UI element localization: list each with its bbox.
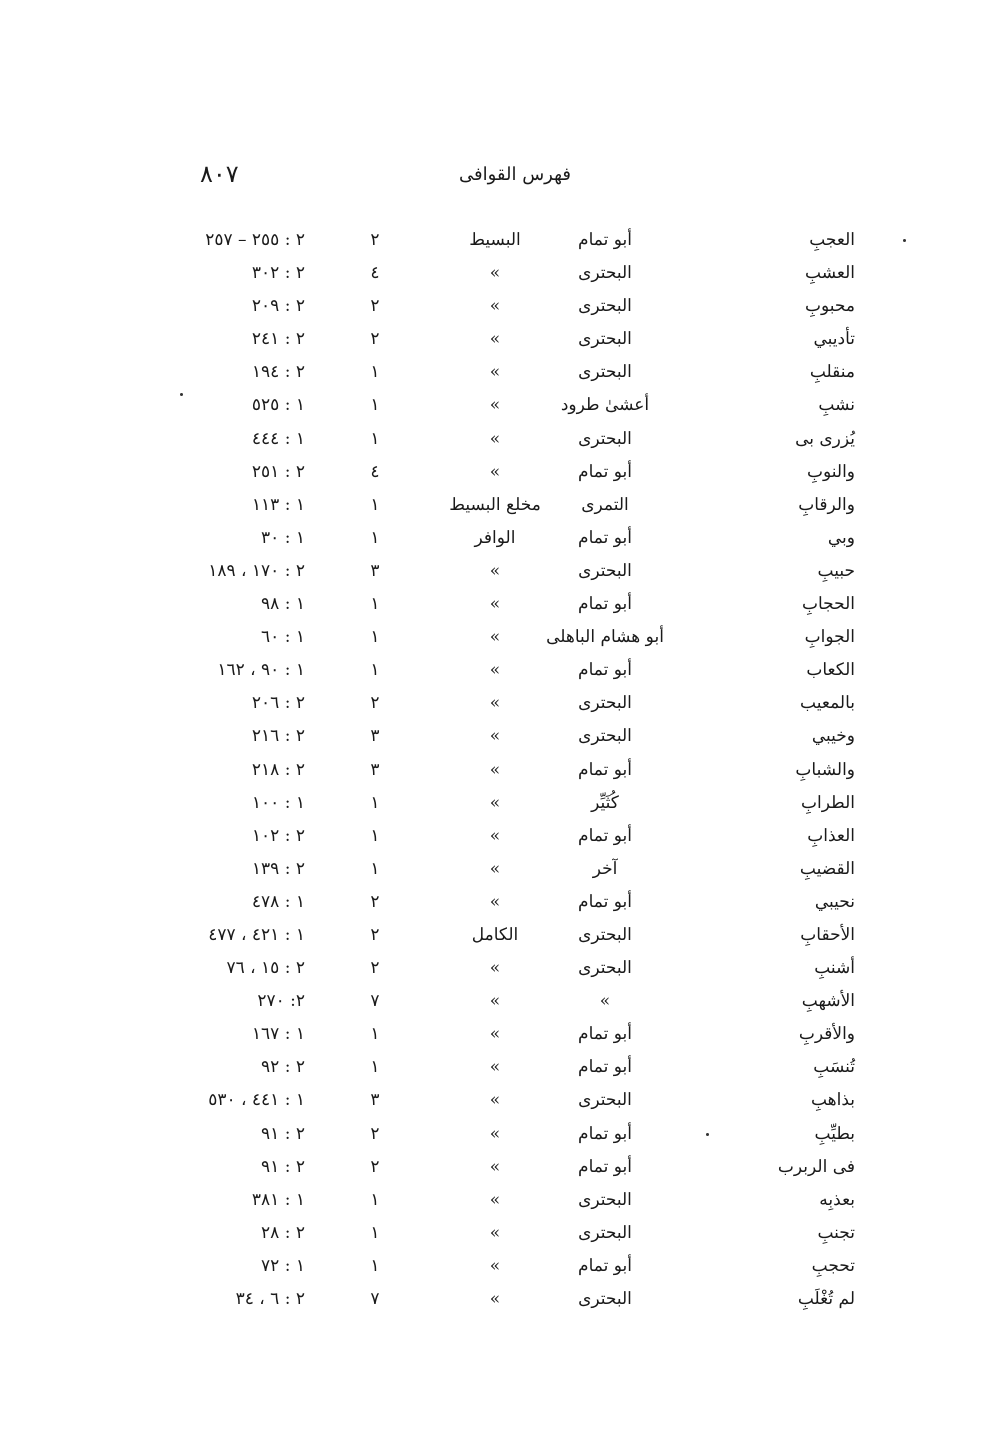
verse-count: ٢ [370,296,380,317]
meter-name: » [489,594,501,615]
rhyme-word: تأديبي [813,329,855,350]
rhyme-word: بطيِّبِ [814,1123,855,1144]
rhyme-word: العجبِ [809,230,855,250]
meter-name: » [489,1289,501,1309]
page-reference: ٢ : ٢٥٥ – ٢٥٧ [205,230,305,250]
page-reference: ١ : ٣٠ [261,527,305,548]
page-reference: ٢ : ٢٠٦ [251,693,305,714]
rhyme-word: بعذبِه [819,1189,855,1210]
page-reference: ١ : ٤٧٨ [251,891,305,912]
verse-count: ٢ [370,924,380,945]
poet-name: البحترى [578,1222,632,1243]
rhyme-word: فى الربرب [777,1156,855,1177]
verse-count: ٢ [370,958,380,979]
verse-count: ٢ [370,329,380,350]
verse-count: ١ [370,1024,380,1045]
meter-name: الوافر [474,527,516,548]
page-reference: ١ : ٤٢١ ، ٤٧٧ [208,924,305,945]
verse-count: ٧ [370,1289,380,1309]
table-row [0,623,1005,656]
verse-count: ١ [370,494,380,515]
table-row [0,259,1005,292]
poet-name: البحترى [578,1289,632,1309]
page-reference: ١ : ٥٢٥ [251,395,305,416]
table-row [0,557,1005,590]
table-row [0,888,1005,921]
page-reference: ١ : ٩٨ [261,594,305,615]
table-row [0,1053,1005,1086]
table-row [0,1186,1005,1219]
poet-name: » [599,991,611,1012]
rhyme-word: العشبِ [805,263,855,284]
table-row [0,325,1005,358]
page-reference: ٢ : ٢١٦ [251,726,305,747]
margin-dot [903,239,906,242]
page-number: ٨٠٧ [200,160,239,188]
rhyme-word: الكعاب [806,660,855,681]
poet-name: أبو تمام [578,594,632,615]
meter-name: الكامل [471,924,519,945]
table-row [0,954,1005,987]
poet-name: أبو تمام [578,1156,632,1177]
meter-name: » [489,759,501,780]
meter-name: » [489,560,501,581]
meter-name: » [489,891,501,912]
rhyme-word: العذابِ [807,825,855,846]
table-row [0,987,1005,1020]
meter-name: » [489,362,501,383]
meter-name: » [489,991,501,1012]
meter-name: » [489,792,501,813]
rhyme-word: الأشهبِ [801,991,855,1012]
table-row [0,425,1005,458]
meter-name: مخلع البسيط [449,494,541,515]
poet-name: البحترى [578,726,632,747]
meter-name: » [489,1123,501,1144]
poet-name: أبو تمام [578,230,632,250]
table-row [0,756,1005,789]
meter-name: » [489,395,501,416]
running-title: فهرس القوافى [458,164,572,185]
poet-name: أعشىٰ طرود [560,395,650,416]
poet-name: البحترى [578,924,632,945]
page-reference: ٢ : ١٣٩ [251,858,305,879]
table-row [0,358,1005,391]
meter-name: » [489,627,501,648]
page-reference: ٢ : ١٩٤ [251,362,305,383]
rhyme-index-table [0,226,1005,1318]
rhyme-word: وبي [827,527,855,548]
page-reference: ٢ : ٢١٨ [251,759,305,780]
rhyme-word: والشبابِ [795,759,855,780]
meter-name: » [489,693,501,714]
page-reference: ١ : ٤٤١ ، ٥٣٠ [208,1090,305,1111]
poet-name: أبو تمام [578,660,632,681]
rhyme-word: لم تُغْلَبِ [797,1289,855,1309]
table-row [0,1285,1005,1318]
poet-name: أبو تمام [578,759,632,780]
poet-name: كُثَيِّر [591,792,619,813]
rhyme-word: محبوبِ [805,296,855,317]
table-row [0,789,1005,822]
rhyme-word: بذاهبِ [810,1090,855,1111]
verse-count: ٣ [370,1090,380,1111]
poet-name: البحترى [578,296,632,317]
rhyme-word: الجوابِ [804,627,855,648]
poet-name: التمرى [581,494,629,515]
verse-count: ٧ [370,991,380,1012]
rhyme-word: وخيبي [811,726,855,747]
table-row [0,822,1005,855]
table-row [0,226,1005,259]
rhyme-word: تُنسَبِ [813,1057,855,1078]
meter-name: » [489,858,501,879]
verse-count: ١ [370,1057,380,1078]
page-reference: ٢ : ٦ ، ٣٤ [235,1289,305,1309]
page-reference: ١ : ٣٨١ [251,1189,305,1210]
poet-name: البحترى [578,1090,632,1111]
page-reference: ١ : ١٠٠ [251,792,305,813]
rhyme-word: أشنبِ [814,958,855,979]
page-reference: ٢: ٢٧٠ [257,991,305,1012]
rhyme-word: يُزرى بى [795,428,855,449]
meter-name: البسيط [469,230,521,250]
table-row [0,458,1005,491]
rhyme-word: القضيبِ [799,858,855,879]
verse-count: ١ [370,428,380,449]
rhyme-word: والأقربِ [798,1024,855,1045]
table-row [0,1153,1005,1186]
poet-name: آخر [592,858,618,879]
verse-count: ١ [370,1222,380,1243]
poet-name: البحترى [578,428,632,449]
meter-name: » [489,1057,501,1078]
verse-count: ١ [370,825,380,846]
table-row [0,391,1005,424]
page-reference: ١ : ١٦٧ [251,1024,305,1045]
verse-count: ١ [370,1189,380,1210]
page-reference: ٢ : ٩١ [261,1156,305,1177]
page-reference: ٢ : ١٥ ، ٧٦ [226,958,305,979]
poet-name: أبو تمام [578,1255,632,1276]
rhyme-word: والنوبِ [806,461,855,482]
verse-count: ٢ [370,1156,380,1177]
meter-name: » [489,296,501,317]
rhyme-word: نحيبي [814,891,855,912]
page-reference: ٢ : ٢٥١ [251,461,305,482]
poet-name: البحترى [578,1189,632,1210]
table-row [0,921,1005,954]
verse-count: ١ [370,1255,380,1276]
poet-name: أبو تمام [578,461,632,482]
page-header [0,160,1005,200]
meter-name: » [489,825,501,846]
rhyme-word: منقلبِ [809,362,855,383]
table-row [0,1252,1005,1285]
poet-name: البحترى [578,263,632,284]
verse-count: ١ [370,792,380,813]
poet-name: أبو تمام [578,825,632,846]
meter-name: » [489,726,501,747]
rhyme-word: بالمعيب [800,693,855,714]
table-row [0,1120,1005,1153]
verse-count: ١ [370,527,380,548]
poet-name: أبو تمام [578,891,632,912]
table-row [0,689,1005,722]
table-row [0,292,1005,325]
margin-dot [706,1133,709,1136]
poet-name: البحترى [578,560,632,581]
meter-name: » [489,1156,501,1177]
page-reference: ٢ : ١٠٢ [251,825,305,846]
meter-name: » [489,958,501,979]
meter-name: » [489,263,501,284]
table-row [0,491,1005,524]
verse-count: ١ [370,858,380,879]
rhyme-word: الطرابِ [801,792,855,813]
rhyme-word: والرقابِ [798,494,855,515]
verse-count: ٤ [370,461,380,482]
table-row [0,1219,1005,1252]
rhyme-word: تجنبِ [817,1222,855,1243]
meter-name: » [489,1222,501,1243]
page-reference: ١ : ٤٤٤ [251,428,305,449]
table-row [0,656,1005,689]
meter-name: » [489,1189,501,1210]
poet-name: البحترى [578,693,632,714]
meter-name: » [489,428,501,449]
page-reference: ١ : ٩٠ ، ١٦٢ [217,660,305,681]
rhyme-word: الحجابِ [801,594,855,615]
poet-name: أبو تمام [578,1024,632,1045]
page-reference: ١ : ٦٠ [261,627,305,648]
verse-count: ٢ [370,891,380,912]
table-row [0,722,1005,755]
verse-count: ١ [370,660,380,681]
meter-name: » [489,1024,501,1045]
poet-name: البحترى [578,329,632,350]
verse-count: ١ [370,395,380,416]
page-reference: ٢ : ٩٢ [261,1057,305,1078]
verse-count: ٢ [370,693,380,714]
table-row [0,1086,1005,1119]
poet-name: أبو تمام [578,1057,632,1078]
verse-count: ١ [370,362,380,383]
margin-dot [180,393,183,396]
verse-count: ٢ [370,230,380,250]
page-reference: ٢ : ٢٠٩ [251,296,305,317]
table-row [0,855,1005,888]
table-row [0,1020,1005,1053]
meter-name: » [489,1090,501,1111]
page-reference: ٢ : ٩١ [261,1123,305,1144]
poet-name: أبو تمام [578,1123,632,1144]
page-reference: ٢ : ١٧٠ ، ١٨٩ [208,560,305,581]
meter-name: » [489,329,501,350]
rhyme-word: حبيبِ [817,560,855,581]
rhyme-word: نشبِ [818,395,855,416]
page-reference: ٢ : ٢٨ [261,1222,305,1243]
page-reference: ٢ : ٢٤١ [251,329,305,350]
meter-name: » [489,1255,501,1276]
poet-name: أبو تمام [578,527,632,548]
meter-name: » [489,660,501,681]
poet-name: البحترى [578,362,632,383]
verse-count: ٣ [370,726,380,747]
page-reference: ١ : ١١٣ [251,494,305,515]
rhyme-word: تحجبِ [811,1255,855,1276]
verse-count: ٣ [370,759,380,780]
verse-count: ٣ [370,560,380,581]
page-reference: ١ : ٧٢ [261,1255,305,1276]
verse-count: ١ [370,594,380,615]
verse-count: ٢ [370,1123,380,1144]
table-row [0,524,1005,557]
poet-name: البحترى [578,958,632,979]
table-row [0,590,1005,623]
verse-count: ١ [370,627,380,648]
page-reference: ٢ : ٣٠٢ [251,263,305,284]
rhyme-word: الأحقابِ [800,924,855,945]
verse-count: ٤ [370,263,380,284]
poet-name: أبو هشام الباهلى [546,627,664,648]
meter-name: » [489,461,501,482]
